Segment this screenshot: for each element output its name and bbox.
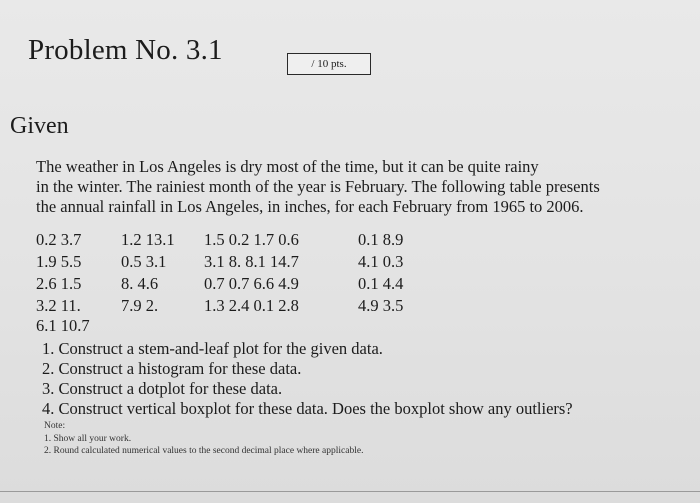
problem-title: Problem No. 3.1 [28,34,223,66]
rainfall-group: 0.7 0.7 6.6 4.9 [204,274,299,293]
rainfall-group: 0.2 3.7 [36,230,82,249]
rainfall-row [36,229,456,251]
note-item: 1. Show all your work. [44,433,132,444]
note-item: 2. Round calculated numerical values to the second decimal place where applicable. [44,446,364,456]
problem-description [36,157,686,217]
description-line: the annual rainfall in Los Angeles, in inches, for each February from 1965 to 2006. [36,197,584,216]
note-title: Note: [44,421,66,431]
given-heading: Given [10,113,69,139]
rainfall-group: 1.3 2.4 0.1 2.8 [204,296,299,315]
points-box: / 10 pts. [287,53,371,75]
description-line: in the winter. The rainiest month of the year is February. The following table presents [36,177,600,196]
task-item: 2. Construct a histogram for these data. [42,359,302,378]
rainfall-row [36,273,456,295]
task-item: 1. Construct a stem-and-leaf plot for the given data. [42,339,383,358]
rainfall-group: 2.6 1.5 [36,274,82,293]
divider-line [0,491,700,492]
rainfall-group: 1.9 5.5 [36,252,82,271]
rainfall-group: 0.1 4.4 [358,274,404,293]
task-item: 3. Construct a dotplot for these data. [42,379,283,398]
rainfall-group: 1.5 0.2 1.7 0.6 [204,230,299,249]
rainfall-data-table [36,229,456,317]
rainfall-group: 4.9 3.5 [358,296,404,315]
rainfall-group: 8. 4.6 [121,274,159,293]
rainfall-group: 1.2 13.1 [121,230,175,249]
rainfall-row [36,295,456,317]
rainfall-extra-values: 6.1 10.7 [36,316,90,335]
rainfall-row [36,251,456,273]
rainfall-group: 3.1 8. 8.1 14.7 [204,252,299,271]
description-line: The weather in Los Angeles is dry most of the time, but it can be quite rainy [36,157,539,176]
task-item: 4. Construct vertical boxplot for these data. Does the boxplot show any outliers? [42,399,573,418]
notes-section [44,420,363,458]
rainfall-group: 7.9 2. [121,296,159,315]
rainfall-group: 4.1 0.3 [358,252,404,271]
rainfall-group: 3.2 11. [36,296,81,315]
rainfall-group: 0.5 3.1 [121,252,167,271]
task-list [42,339,573,419]
rainfall-group: 0.1 8.9 [358,230,404,249]
